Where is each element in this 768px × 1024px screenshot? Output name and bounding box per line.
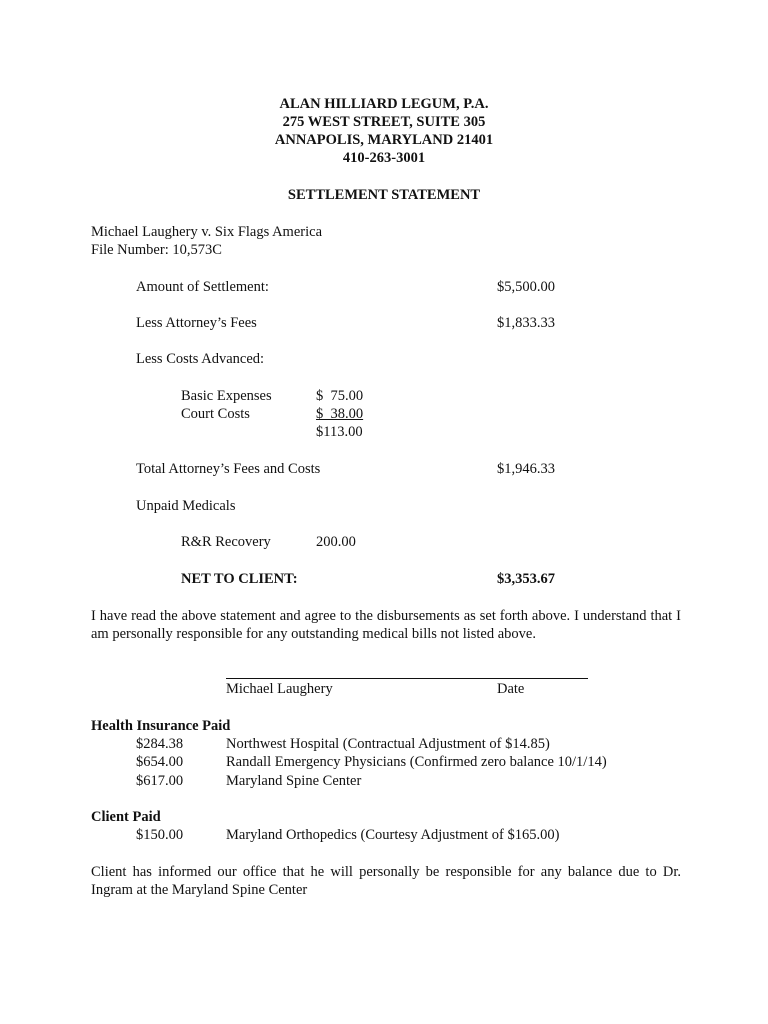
fees-label: Less Attorney’s Fees bbox=[136, 315, 257, 331]
payment-description: Randall Emergency Physicians (Confirmed zero balance 10/1/14) bbox=[226, 754, 607, 770]
amount-value: $5,500.00 bbox=[497, 279, 555, 295]
firm-name: ALAN HILLIARD LEGUM, P.A. bbox=[279, 96, 489, 112]
net-to-client-label: NET TO CLIENT: bbox=[181, 571, 298, 587]
document-title: SETTLEMENT STATEMENT bbox=[287, 187, 481, 203]
court-costs-label: Court Costs bbox=[181, 406, 250, 422]
costs-label: Less Costs Advanced: bbox=[136, 351, 265, 367]
payment-amount: $617.00 bbox=[136, 773, 184, 789]
date-label: Date bbox=[497, 681, 525, 697]
net-to-client-value: $3,353.67 bbox=[497, 571, 555, 587]
payment-description: Maryland Orthopedics (Courtesy Adjustment of $165.00) bbox=[226, 827, 560, 843]
amount-label: Amount of Settlement: bbox=[136, 279, 269, 295]
payment-description: Northwest Hospital (Contractual Adjustment of $14.85) bbox=[226, 736, 550, 752]
health-insurance-heading: Health Insurance Paid bbox=[91, 718, 231, 734]
court-costs-value: $ 38.00 bbox=[316, 406, 364, 422]
total-value: $1,946.33 bbox=[497, 461, 555, 477]
signer-name: Michael Laughery bbox=[226, 681, 333, 697]
acknowledgement-text: I have read the above statement and agree to the disbursements as set forth above. I understand that I am personally responsible for any outstanding medical bills not listed above. bbox=[91, 608, 681, 642]
basic-expenses-value: $ 75.00 bbox=[316, 388, 364, 404]
closing-note: Client has informed our office that he will personally be responsible for any balance due to Dr. Ingram at the Maryland Spine Center bbox=[91, 864, 681, 898]
payment-amount: $150.00 bbox=[136, 827, 184, 843]
file-number: File Number: 10,573C bbox=[91, 242, 222, 258]
client-paid-heading: Client Paid bbox=[91, 809, 161, 825]
firm-street: 275 WEST STREET, SUITE 305 bbox=[282, 114, 486, 130]
fees-value: $1,833.33 bbox=[497, 315, 555, 331]
payment-amount: $654.00 bbox=[136, 754, 184, 770]
firm-phone: 410-263-3001 bbox=[342, 150, 426, 166]
payment-amount: $284.38 bbox=[136, 736, 184, 752]
unpaid-medicals-label: Unpaid Medicals bbox=[136, 498, 236, 514]
total-label: Total Attorney’s Fees and Costs bbox=[136, 461, 321, 477]
basic-expenses-label: Basic Expenses bbox=[181, 388, 272, 404]
rr-recovery-value: 200.00 bbox=[316, 534, 356, 550]
rr-recovery-label: R&R Recovery bbox=[181, 534, 271, 550]
payment-description: Maryland Spine Center bbox=[226, 773, 362, 789]
case-caption: Michael Laughery v. Six Flags America bbox=[91, 224, 323, 240]
firm-city: ANNAPOLIS, MARYLAND 21401 bbox=[274, 132, 494, 148]
costs-subtotal: $113.00 bbox=[316, 424, 363, 440]
signature-line bbox=[226, 678, 588, 679]
